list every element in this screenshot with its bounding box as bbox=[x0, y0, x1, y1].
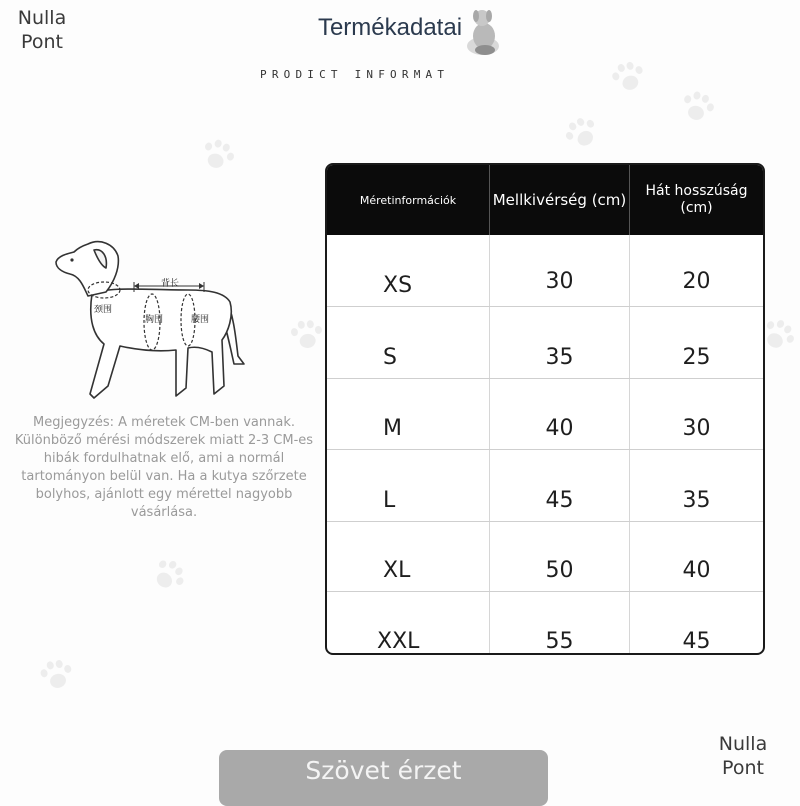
back-cell: 35 bbox=[682, 488, 711, 513]
paw-print-icon bbox=[36, 656, 78, 698]
paw-print-icon bbox=[676, 88, 718, 130]
fabric-feel-button[interactable]: Szövet érzet bbox=[219, 750, 548, 806]
size-table bbox=[325, 163, 765, 655]
brand-logo-bottom bbox=[710, 732, 776, 780]
chest-label: 胸围 bbox=[145, 315, 164, 325]
table-row bbox=[327, 306, 763, 378]
size-cell: XS bbox=[327, 235, 490, 306]
size-cell: XXL bbox=[327, 592, 490, 655]
paw-print-icon bbox=[195, 135, 239, 179]
column-header-back: Hát hosszúság (cm) bbox=[645, 183, 748, 216]
chest-cell: 50 bbox=[490, 522, 630, 591]
brand-logo-top bbox=[10, 6, 74, 54]
brand-line-1: Nulla bbox=[718, 733, 768, 755]
paw-print-icon bbox=[559, 111, 606, 158]
back-cell: 25 bbox=[682, 345, 711, 370]
table-row bbox=[327, 449, 763, 521]
page-title: Termékadatai bbox=[317, 14, 463, 41]
table-row bbox=[327, 378, 763, 449]
waist-label: 腰围 bbox=[191, 315, 210, 325]
back-cell: 45 bbox=[682, 629, 711, 654]
size-cell: L bbox=[327, 450, 490, 521]
paw-print-icon bbox=[143, 553, 191, 601]
table-row bbox=[327, 521, 763, 591]
chest-cell: 35 bbox=[490, 307, 630, 378]
back-length-label: 背长 bbox=[161, 279, 180, 289]
neck-label: 颈围 bbox=[94, 305, 113, 315]
back-cell: 20 bbox=[682, 269, 711, 294]
table-row bbox=[327, 591, 763, 655]
sitting-dog-icon bbox=[463, 6, 507, 58]
table-row bbox=[327, 235, 763, 306]
brand-line-2: Pont bbox=[722, 757, 764, 779]
table-header bbox=[327, 165, 763, 235]
column-header-size: Méretinformációk bbox=[327, 165, 490, 235]
back-cell: 30 bbox=[682, 416, 711, 441]
brand-line-2: Pont bbox=[21, 31, 63, 53]
size-cell: M bbox=[327, 379, 490, 449]
chest-cell: 45 bbox=[490, 450, 630, 521]
dog-measurement-diagram bbox=[48, 236, 248, 406]
page-subtitle: PRODICT INFORMAT bbox=[260, 68, 450, 81]
size-note: Megjegyzés: A méretek CM-ben vannak. Különböző mérési módszerek miatt 2-3 CM-es hibák fordulhatnak elő, ami a normál tartományon belül van. Ha a kutya szőrzete bolyhos, ajánlott egy mérettel nagyobb vásárlása. bbox=[14, 415, 314, 520]
size-cell: S bbox=[327, 307, 490, 378]
column-header-chest: Mellkivérség (cm) bbox=[490, 165, 630, 235]
brand-line-1: Nulla bbox=[17, 7, 67, 29]
table-body bbox=[327, 235, 763, 655]
paw-print-icon bbox=[287, 317, 326, 356]
chest-cell: 40 bbox=[490, 379, 630, 449]
back-cell: 40 bbox=[682, 558, 711, 583]
chest-cell: 30 bbox=[490, 235, 630, 306]
paw-print-icon bbox=[607, 57, 651, 101]
chest-cell: 55 bbox=[490, 592, 630, 655]
size-cell: XL bbox=[327, 522, 490, 591]
